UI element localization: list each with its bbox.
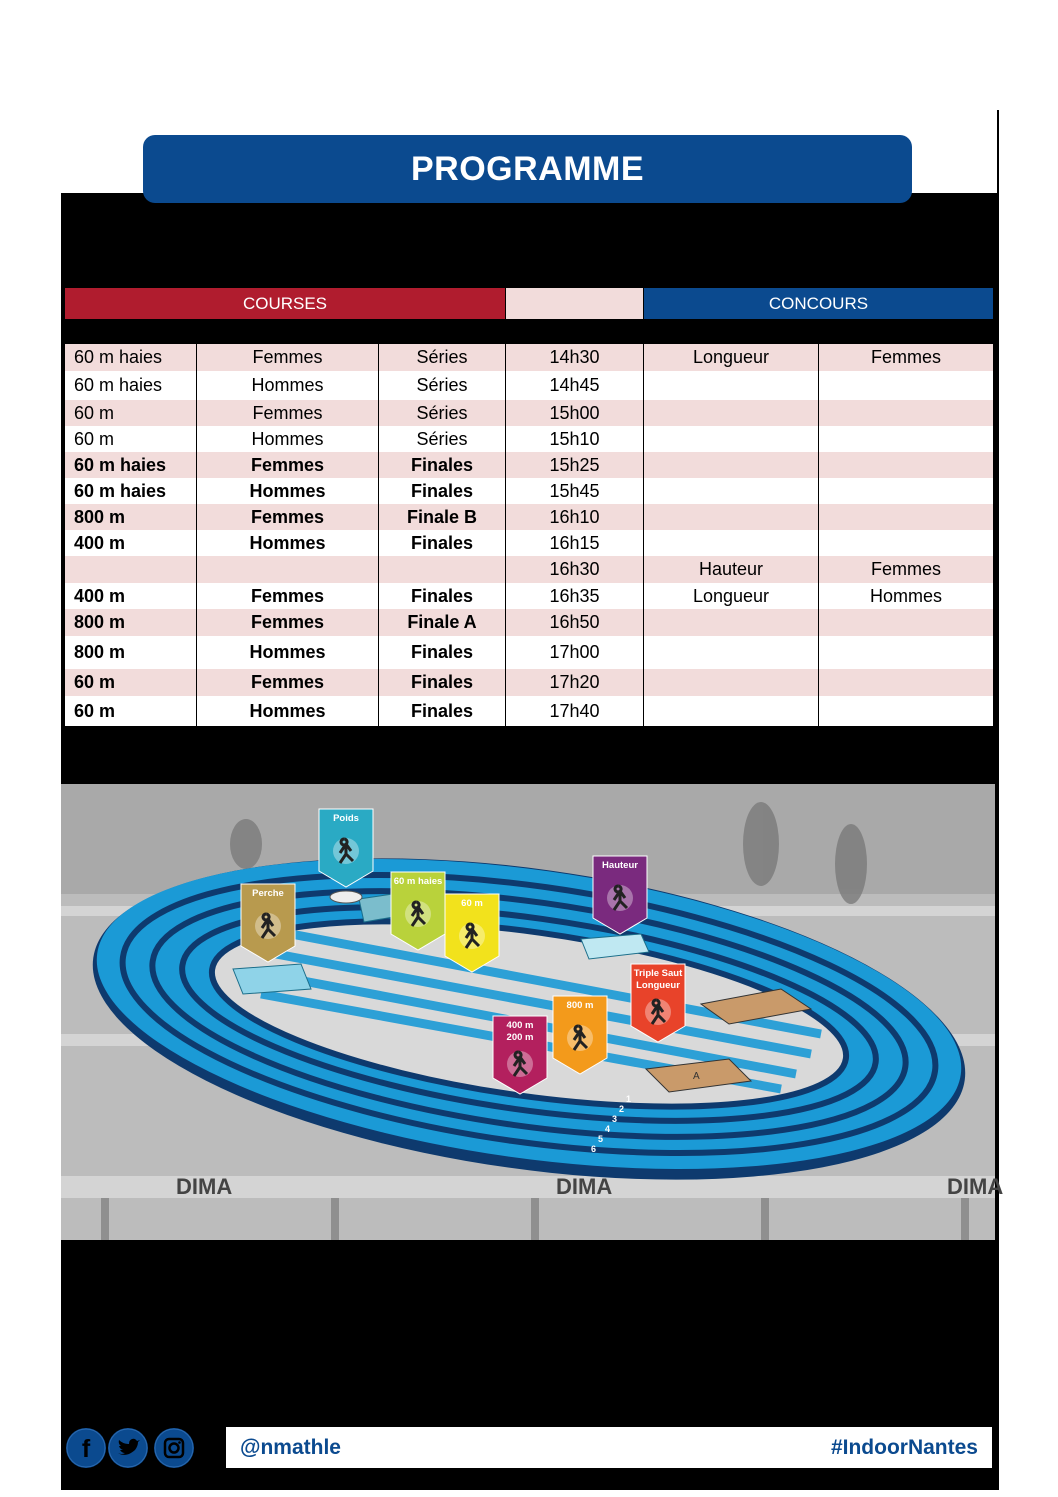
time-cell: 16h30: [506, 556, 644, 583]
sign-text-1: DIMA: [176, 1174, 233, 1199]
gender-cell: Femmes: [197, 452, 379, 478]
event-cell: 800 m: [65, 636, 197, 669]
schedule-row: [65, 371, 993, 400]
field-gender-cell: Femmes: [870, 559, 941, 579]
schedule-row: [65, 478, 993, 504]
svg-text:f: f: [81, 1435, 91, 1463]
event-cell: 60 m: [65, 669, 197, 696]
field-gender-cell: [819, 609, 993, 636]
header-spacer: [506, 288, 643, 319]
schedule-row: [65, 636, 993, 669]
field-event-cell: [644, 400, 819, 426]
field-gender-cell: Femmes: [870, 347, 941, 367]
sign-text-2: DIMA: [556, 1174, 613, 1199]
gender-cell: Hommes: [197, 696, 379, 726]
gender-cell: Hommes: [197, 371, 379, 400]
gender-cell: Hommes: [197, 426, 379, 452]
banner-label: 800 m: [566, 1000, 594, 1011]
page-title: PROGRAMME: [143, 135, 912, 203]
field-gender-cell: [819, 478, 993, 504]
time-cell: 15h10: [506, 426, 644, 452]
gender-cell: Femmes: [197, 583, 379, 609]
field-event-cell: [644, 478, 819, 504]
schedule-row: [65, 400, 993, 426]
field-event-cell: [644, 452, 819, 478]
header-courses: COURSES: [65, 288, 505, 319]
time-cell: 16h35: [506, 583, 644, 609]
field-gender-cell: [819, 371, 993, 400]
round-cell: Finales: [379, 636, 506, 669]
field-gender-cell: Hommes: [869, 585, 942, 606]
banner-label: 60 m haies: [393, 876, 443, 887]
gender-cell: Hommes: [197, 530, 379, 556]
instagram-icon[interactable]: [154, 1428, 194, 1468]
banner-label: Poids: [333, 813, 359, 824]
field-event-cell: Longueur: [644, 344, 819, 371]
round-cell: Séries: [379, 344, 506, 371]
field-gender-cell: [819, 696, 993, 726]
event-cell: 60 m haies: [65, 452, 197, 478]
field-gender-cell: [819, 669, 993, 696]
footer-bar: [226, 1427, 992, 1468]
lane-number: 3: [612, 1114, 618, 1124]
event-cell: [65, 556, 197, 583]
field-gender-cell: [819, 504, 993, 530]
schedule-row: [65, 609, 993, 636]
event-banner: [319, 809, 373, 887]
schedule-row: [65, 344, 993, 371]
round-cell: Séries: [379, 371, 506, 400]
schedule-row: [65, 504, 993, 530]
event-cell: 400 m: [65, 530, 197, 556]
field-event-cell: [644, 504, 819, 530]
field-gender-cell: [819, 636, 993, 669]
event-cell: 400 m: [65, 583, 197, 609]
field-event-cell: [644, 426, 819, 452]
schedule-row: [65, 556, 993, 583]
field-event-cell: [644, 696, 819, 726]
schedule-row: [65, 452, 993, 478]
round-cell: Finales: [379, 530, 506, 556]
page-divider: [997, 110, 999, 194]
time-cell: 16h15: [506, 530, 644, 556]
banner-label: Hauteur: [602, 860, 638, 871]
round-cell: Séries: [379, 426, 506, 452]
event-cell: 60 m: [65, 400, 197, 426]
field-event-cell: [644, 669, 819, 696]
lane-number: 1: [626, 1094, 632, 1104]
time-cell: 14h45: [506, 371, 644, 400]
field-event-cell: Hauteur: [644, 556, 819, 583]
gender-cell: Femmes: [197, 344, 379, 371]
schedule-row: [65, 696, 993, 726]
lane-number: 5: [598, 1134, 604, 1144]
banner-label: 60 m: [461, 898, 483, 909]
event-cell: 800 m: [65, 504, 197, 530]
field-event-cell: [644, 371, 819, 400]
event-banner: [445, 894, 499, 972]
time-cell: 15h45: [506, 478, 644, 504]
event-banner: [391, 872, 445, 950]
gender-cell: Hommes: [197, 478, 379, 504]
event-cell: 800 m: [65, 609, 197, 636]
round-cell: [379, 556, 506, 583]
banner-label-secondary: Longueur: [636, 980, 680, 991]
lane-number: 6: [591, 1144, 597, 1154]
header-concours: CONCOURS: [644, 288, 993, 319]
twitter-icon[interactable]: [108, 1428, 148, 1468]
gender-cell: Femmes: [197, 669, 379, 696]
round-cell: Finales: [379, 696, 506, 726]
event-banner: [593, 856, 647, 934]
time-cell: 16h10: [506, 504, 644, 530]
lane-number: 2: [619, 1104, 625, 1114]
round-cell: Finales: [379, 478, 506, 504]
schedule-row: [65, 426, 993, 452]
facebook-icon[interactable]: [66, 1428, 106, 1468]
event-cell: 60 m: [65, 696, 197, 726]
round-cell: Finales: [379, 669, 506, 696]
round-cell: Finales: [379, 583, 506, 609]
time-cell: 15h00: [506, 400, 644, 426]
lane-number: 4: [605, 1124, 611, 1134]
gender-cell: Femmes: [197, 609, 379, 636]
time-cell: 17h00: [506, 636, 644, 669]
gender-cell: Femmes: [197, 400, 379, 426]
round-cell: Finale A: [379, 609, 506, 636]
round-cell: Finale B: [379, 504, 506, 530]
sign-text-3: DIMA: [947, 1174, 1004, 1199]
field-gender-cell: [819, 426, 993, 452]
gender-cell: Femmes: [197, 504, 379, 530]
field-event-cell: [644, 636, 819, 669]
track-map: [61, 784, 1004, 1240]
event-cell: 60 m haies: [65, 344, 197, 371]
schedule-row: [65, 530, 993, 556]
event-banner: [241, 884, 295, 962]
banner-label: Perche: [252, 888, 284, 899]
field-gender-cell: [819, 400, 993, 426]
schedule-row: [65, 583, 993, 609]
field-event-cell: Longueur: [644, 583, 819, 609]
field-gender-cell: [819, 452, 993, 478]
field-event-cell: [644, 609, 819, 636]
time-cell: 14h30: [506, 344, 644, 371]
round-cell: Séries: [379, 400, 506, 426]
gender-cell: Hommes: [197, 636, 379, 669]
event-cell: 60 m haies: [65, 371, 197, 400]
track-map-illustration: [61, 784, 1004, 1240]
time-cell: 17h20: [506, 669, 644, 696]
event-banner: [493, 1016, 547, 1094]
hashtag[interactable]: #IndoorNantes: [830, 1435, 978, 1459]
event-cell: 60 m: [65, 426, 197, 452]
time-cell: 15h25: [506, 452, 644, 478]
round-cell: Finales: [379, 452, 506, 478]
schedule-row: [65, 669, 993, 696]
pit-label: A: [693, 1071, 700, 1082]
field-gender-cell: [819, 530, 993, 556]
banner-label: Triple Saut: [633, 968, 683, 979]
event-banner: [553, 996, 607, 1074]
time-cell: 17h40: [506, 696, 644, 726]
time-cell: 16h50: [506, 609, 644, 636]
banner-label-secondary: 200 m: [506, 1032, 534, 1043]
banner-label: 400 m: [506, 1020, 534, 1031]
event-cell: 60 m haies: [65, 478, 197, 504]
gender-cell: [197, 556, 379, 583]
field-event-cell: [644, 530, 819, 556]
twitter-handle[interactable]: @nmathle: [240, 1435, 341, 1459]
event-banner: [631, 964, 685, 1042]
